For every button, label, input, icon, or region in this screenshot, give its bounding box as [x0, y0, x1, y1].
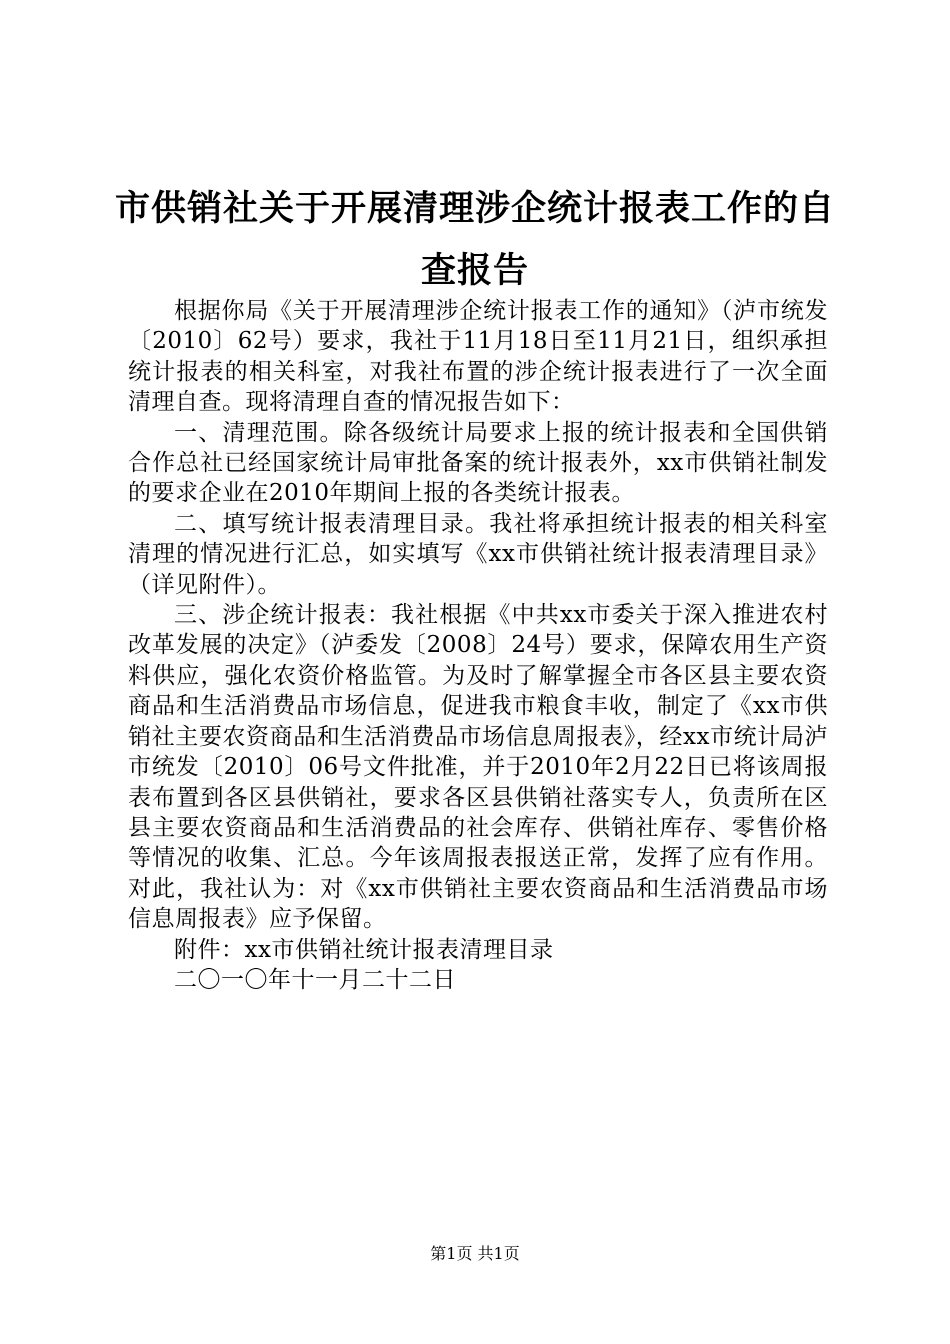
document-title: 市供销社关于开展清理涉企统计报表工作的自查报告: [114, 188, 835, 291]
section-reports-paragraph: 三、涉企统计报表：我社根据《中共xx市委关于深入推进农村改革发展的决定》（泸委发〔2008〕24号）要求，保障农用生产资料供应，强化农资价格监管。为及时了解掌握全市各区县主要农资商品和生活消费品市场信息，促进我市粮食丰收，制定了《xx市供销社主要农资商品和生活消费品市场信息周报表》，经xx市统计局泸市统发〔2010〕06号文件批准，并于2010年2月22日已将该周报表布置到各区县供销社，要求各区县供销社落实专人，负责所在区县主要农资商品和生活消费品的社会库存、供销社库存、零售价格等情况的收集、汇总。今年该周报表报送正常，发挥了应有作用。对此，我社认为：对《xx市供销社主要农资商品和生活消费品市场信息周报表》应予保留。: [128, 602, 828, 933]
attachment-line: 附件：xx市供销社统计报表清理目录: [174, 936, 554, 963]
section-scope-paragraph: 一、清理范围。除各级统计局要求上报的统计报表和全国供销合作总社已经国家统计局审批备案的统计报表外，xx市供销社制发的要求企业在2010年期间上报的各类统计报表。: [128, 419, 828, 507]
date-line: 二〇一〇年十一月二十二日: [174, 966, 456, 993]
document-body: [128, 296, 828, 995]
page-number-footer: 第1页 共1页: [430, 1244, 520, 1263]
intro-paragraph: 根据你局《关于开展清理涉企统计报表工作的通知》（泸市统发〔2010〕62号）要求，我社于11月18日至11月21日，组织承担统计报表的相关科室，对我社布置的涉企统计报表进行了一次全面清理自查。现将清理自查的情况报告如下：: [128, 298, 828, 416]
section-catalog-paragraph: 二、填写统计报表清理目录。我社将承担统计报表的相关科室清理的情况进行汇总，如实填写《xx市供销社统计报表清理目录》（详见附件）。: [128, 510, 828, 598]
